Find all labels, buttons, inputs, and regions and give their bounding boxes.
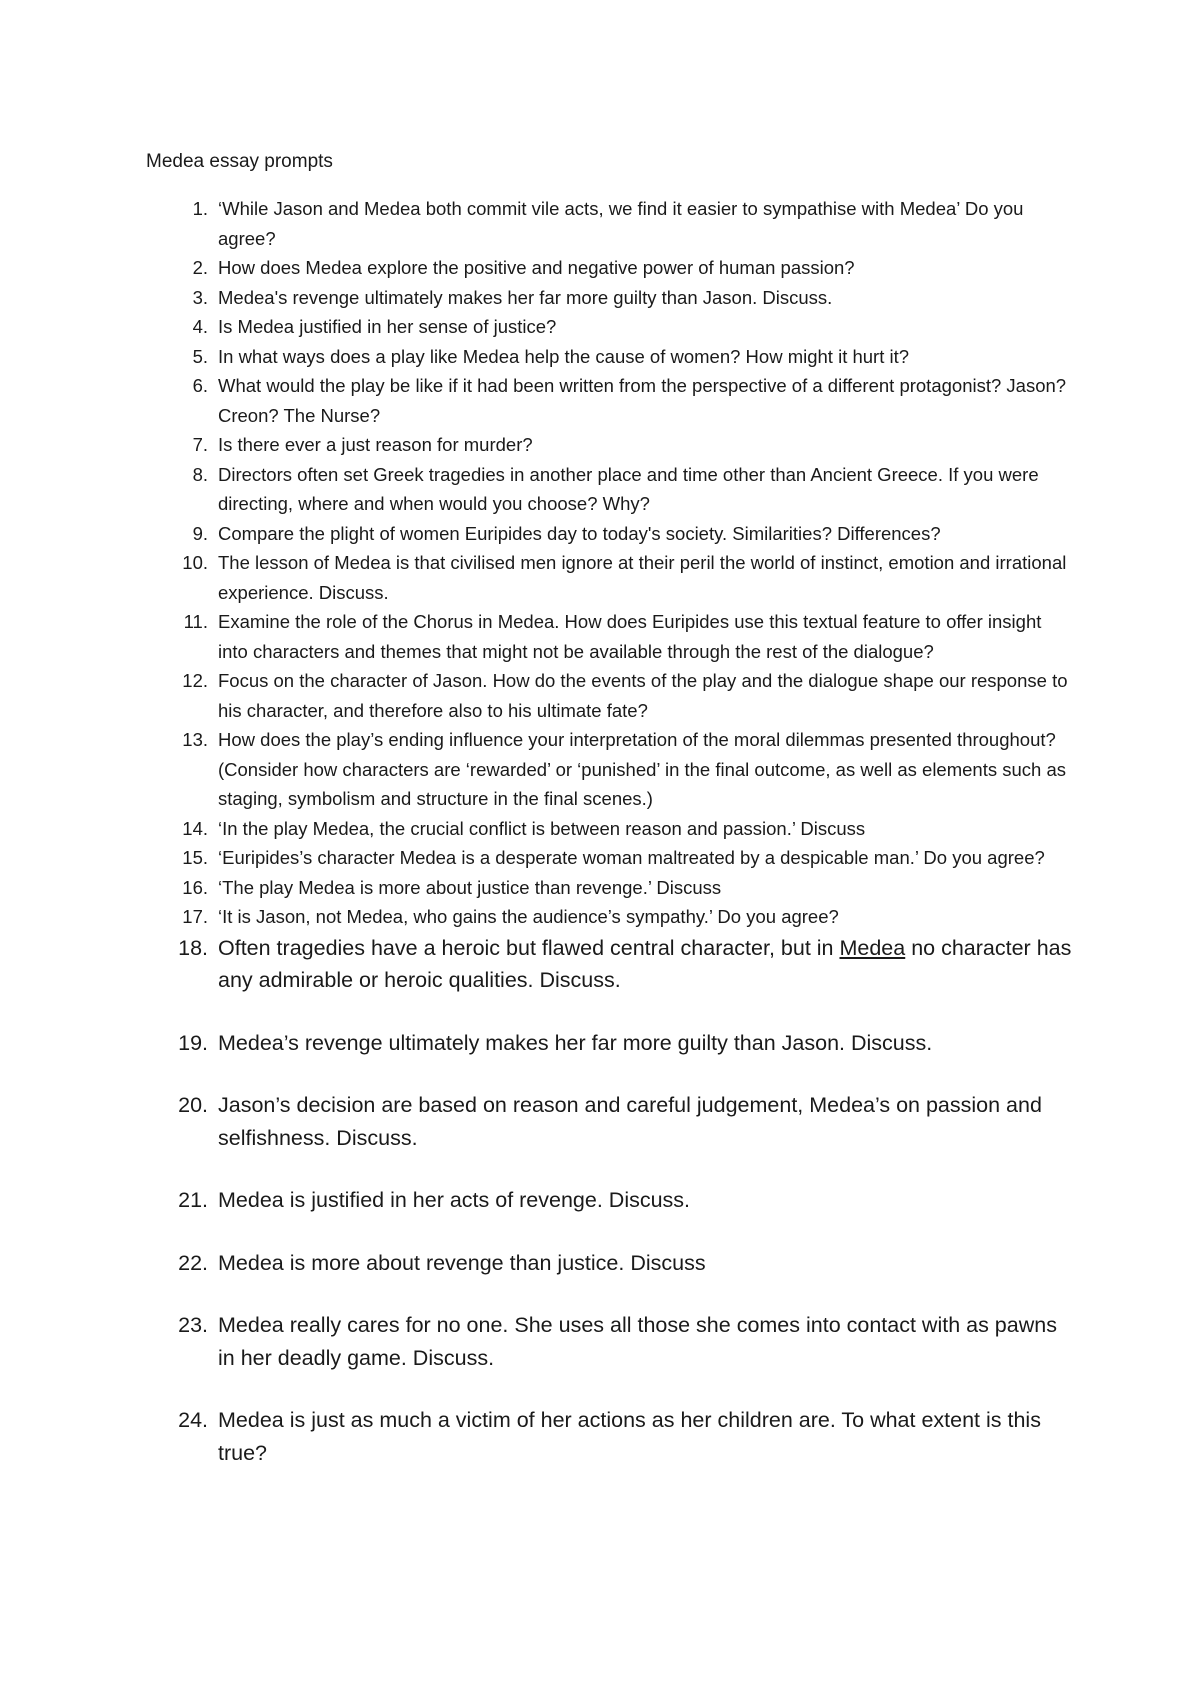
- prompt-text: ‘It is Jason, not Medea, who gains the audience’s sympathy.’ Do you agree?: [218, 906, 839, 927]
- prompt-number: 5.: [192, 345, 208, 367]
- prompt-number: 22.: [178, 1250, 208, 1275]
- prompt-number: 24.: [178, 1408, 208, 1432]
- prompt-number: 6.: [192, 375, 208, 396]
- prompt-number: 8.: [192, 463, 208, 485]
- prompt-text: Medea’s revenge ultimately makes her far more guilty than Jason. Discuss.: [218, 1030, 933, 1055]
- prompt-item-9: [146, 519, 1076, 549]
- prompt-item-19: [146, 1027, 1076, 1060]
- prompt-item-3: [146, 283, 1076, 313]
- prompt-number: 12.: [182, 670, 208, 691]
- prompt-text: Medea is more about revenge than justice. Discuss: [218, 1250, 706, 1275]
- prompt-number: 23.: [178, 1313, 208, 1337]
- prompt-item-8: [146, 460, 1076, 519]
- prompt-text: ‘In the play Medea, the crucial conflict is between reason and passion.’ Discuss: [218, 817, 866, 839]
- prompt-number: 7.: [192, 434, 208, 455]
- prompt-item-20: [146, 1089, 1076, 1154]
- prompt-item-18: [146, 932, 1076, 997]
- prompt-number: 19.: [178, 1030, 208, 1055]
- prompt-text-before: Often tragedies have a heroic but flawed central character, but in: [218, 935, 840, 960]
- prompt-text: Medea really cares for no one. She uses all those she comes into contact with as pawns in her deadly game. Discuss.: [218, 1313, 1057, 1370]
- prompt-item-12: [146, 666, 1076, 725]
- prompt-item-21: [146, 1184, 1076, 1217]
- prompt-number: 20.: [178, 1093, 208, 1117]
- prompt-text: Examine the role of the Chorus in Medea. How does Euripides use this textual feature to offer insight into characters and themes that might not be available through the rest of the dialogue?: [218, 611, 1042, 662]
- prompt-text: ‘Euripides’s character Medea is a desperate woman maltreated by a despicable man.’ Do you agree?: [218, 847, 1045, 868]
- prompt-text-after: no character has any admirable or heroic qualities. Discuss.: [218, 935, 1072, 992]
- prompt-number: 9.: [192, 522, 208, 544]
- document-title: Medea essay prompts: [146, 151, 333, 172]
- prompt-item-16: [146, 873, 1076, 903]
- prompt-text: Medea is just as much a victim of her actions as her children are. To what extent is this true?: [218, 1408, 1041, 1465]
- prompt-text: [218, 932, 1076, 997]
- prompt-text: Is Medea justified in her sense of justice?: [218, 316, 557, 337]
- prompt-text: How does the play’s ending influence your interpretation of the moral dilemmas presented throughout? (Consider how characters are ‘rewarded’ or ‘punished’ in the final outcome, as well as elements such as staging, symbolism and structure in the final scenes.): [218, 729, 1066, 809]
- prompt-text: Directors often set Greek tragedies in another place and time other than Ancient Greece. If you were directing, where and when would you choose? Why?: [218, 463, 1039, 514]
- prompt-item-23: [146, 1309, 1076, 1374]
- prompt-item-17: [146, 902, 1076, 932]
- prompt-text: Focus on the character of Jason. How do the events of the play and the dialogue shape our response to his character, and therefore also to his ultimate fate?: [218, 670, 1068, 721]
- prompt-item-4: [146, 312, 1076, 342]
- prompt-text: ‘The play Medea is more about justice than revenge.’ Discuss: [218, 876, 722, 898]
- prompt-item-13: [146, 725, 1076, 814]
- prompt-text: Medea is justified in her acts of revenge. Discuss.: [218, 1188, 691, 1212]
- prompt-text: Medea's revenge ultimately makes her far more guilty than Jason. Discuss.: [218, 286, 833, 308]
- prompt-number: 11.: [183, 611, 208, 632]
- prompt-number: 14.: [182, 817, 208, 839]
- prompt-number: 17.: [182, 906, 208, 927]
- prompt-number: 21.: [178, 1188, 208, 1212]
- prompt-number: 3.: [192, 286, 208, 308]
- prompt-text: ‘While Jason and Medea both commit vile acts, we find it easier to sympathise with Medea’ Do you agree?: [218, 198, 1024, 249]
- prompt-item-7: [146, 430, 1076, 460]
- prompt-number: 4.: [192, 316, 208, 337]
- prompt-item-14: [146, 814, 1076, 844]
- prompt-number: 15.: [182, 847, 208, 868]
- prompt-number: 16.: [182, 876, 208, 898]
- prompt-item-2: [146, 253, 1076, 283]
- prompt-item-1: [146, 194, 1076, 253]
- prompt-text: Is there ever a just reason for murder?: [218, 434, 533, 455]
- prompt-item-15: [146, 843, 1076, 873]
- prompt-text: The lesson of Medea is that civilised men ignore at their peril the world of instinct, emotion and irrational experience. Discuss.: [218, 552, 1067, 603]
- prompt-item-24: [146, 1404, 1076, 1469]
- prompt-list: [146, 194, 1076, 1469]
- prompt-number: 2.: [192, 257, 208, 278]
- prompt-item-10: [146, 548, 1076, 607]
- prompt-item-6: [146, 371, 1076, 430]
- prompt-number: 10.: [182, 552, 208, 573]
- prompt-number: 18.: [178, 935, 208, 960]
- prompt-number: 1.: [192, 198, 208, 219]
- prompt-item-11: [146, 607, 1076, 666]
- prompt-item-22: [146, 1247, 1076, 1280]
- play-title-underlined: Medea: [839, 935, 906, 960]
- prompt-text: How does Medea explore the positive and negative power of human passion?: [218, 257, 855, 278]
- prompt-text: Compare the plight of women Euripides day to today's society. Similarities? Differences?: [218, 522, 941, 544]
- prompt-number: 13.: [182, 729, 208, 750]
- prompt-text: Jason’s decision are based on reason and careful judgement, Medea’s on passion and selfishness. Discuss.: [218, 1093, 1042, 1150]
- prompt-text: What would the play be like if it had been written from the perspective of a different protagonist? Jason? Creon? The Nurse?: [218, 375, 1067, 426]
- prompt-item-5: [146, 342, 1076, 372]
- prompt-text: In what ways does a play like Medea help the cause of women? How might it hurt it?: [218, 345, 910, 367]
